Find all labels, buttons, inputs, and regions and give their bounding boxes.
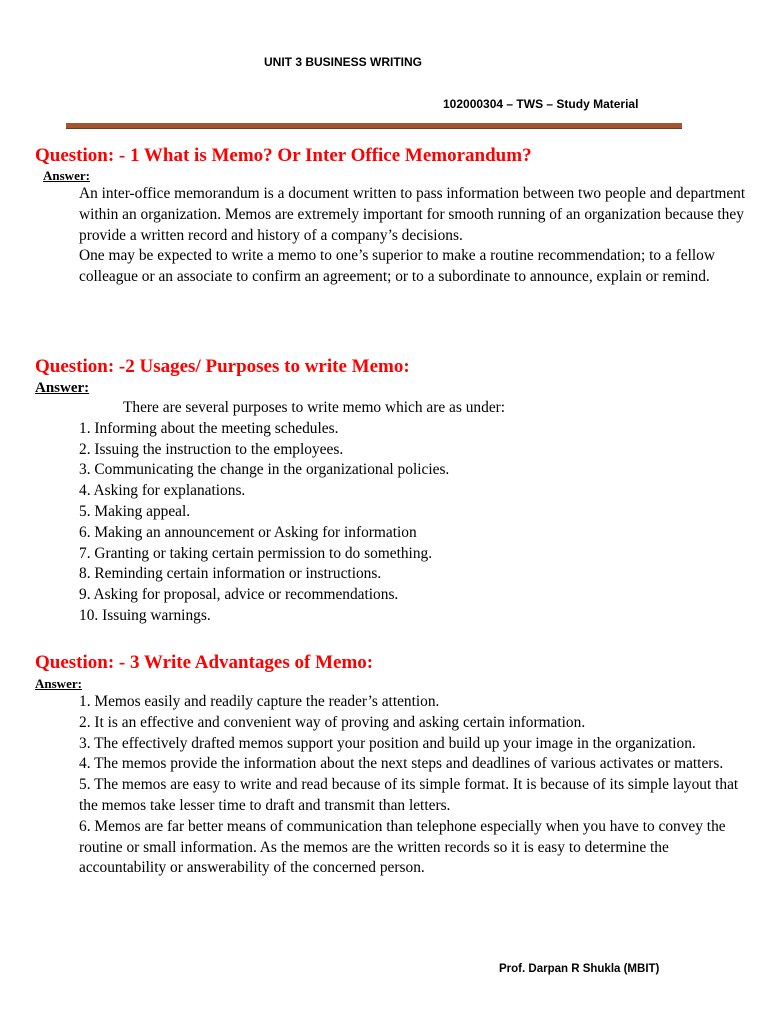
question-3-heading: Question: - 3 Write Advantages of Memo: (35, 652, 374, 673)
footer-author: Prof. Darpan R Shukla (MBIT) (499, 963, 660, 975)
list-item: 3. Communicating the change in the organizational policies. (79, 461, 450, 479)
answer-3-body (79, 692, 749, 879)
list-item: 6. Making an announcement or Asking for information (79, 523, 417, 541)
list-item: 7. Granting or taking certain permission to do something. (79, 544, 433, 562)
answer-2-intro: There are several purposes to write memo which are as under: (123, 399, 506, 416)
purposes-list (79, 419, 749, 627)
question-1-heading: Question: - 1 What is Memo? Or Inter Office Memorandum? (35, 145, 532, 166)
list-item: 1. Memos easily and readily capture the reader’s attention. (79, 693, 440, 710)
answer-2-label: Answer: (35, 380, 90, 396)
header-divider (66, 123, 682, 129)
answer-1-body (79, 184, 747, 288)
list-item: 2. Issuing the instruction to the employees. (79, 440, 344, 458)
list-item: 1. Informing about the meeting schedules. (79, 419, 339, 437)
list-item: 6. Memos are far better means of communication than telephone especially when you have to convey the routine or small information. As the memos are the written records so it is easy to determine the accountability or answerability of the concerned person. (79, 817, 726, 877)
answer-2-body (79, 398, 749, 627)
answer-1-paragraph: An inter-office memorandum is a document written to pass information between two people and department within an organization. Memos are extremely important for smooth running of an organization because they provide a written record and history of a company’s decisions. (79, 185, 746, 244)
advantages-list (79, 692, 749, 879)
list-item: 5. The memos are easy to write and read because of its simple format. It is because of its simple layout that the memos take lesser time to draft and transmit than letters. (79, 776, 739, 814)
answer-1-paragraph: One may be expected to write a memo to one’s superior to make a routine recommendation; to a fellow colleague or an associate to confirm an agreement; or to a subordinate to announce, explain or remind. (79, 247, 715, 286)
document-header-title: UNIT 3 BUSINESS WRITING (264, 55, 423, 69)
list-item: 5. Making appeal. (79, 502, 191, 520)
question-2-heading: Question: -2 Usages/ Purposes to write Memo: (35, 356, 410, 377)
list-item: 10. Issuing warnings. (79, 606, 211, 624)
document-header-subtitle: 102000304 – TWS – Study Material (443, 97, 639, 111)
list-item: 9. Asking for proposal, advice or recommendations. (79, 586, 399, 604)
list-item: 4. Asking for explanations. (79, 482, 246, 500)
answer-1-label: Answer: (43, 168, 90, 183)
list-item: 3. The effectively drafted memos support your position and build up your image in the organization. (79, 734, 696, 752)
list-item: 2. It is an effective and convenient way of proving and asking certain information. (79, 713, 586, 731)
answer-3-label: Answer: (35, 676, 82, 691)
list-item: 4. The memos provide the information about the next steps and deadlines of various activates or matters. (79, 755, 724, 773)
list-item: 8. Reminding certain information or instructions. (79, 565, 382, 583)
